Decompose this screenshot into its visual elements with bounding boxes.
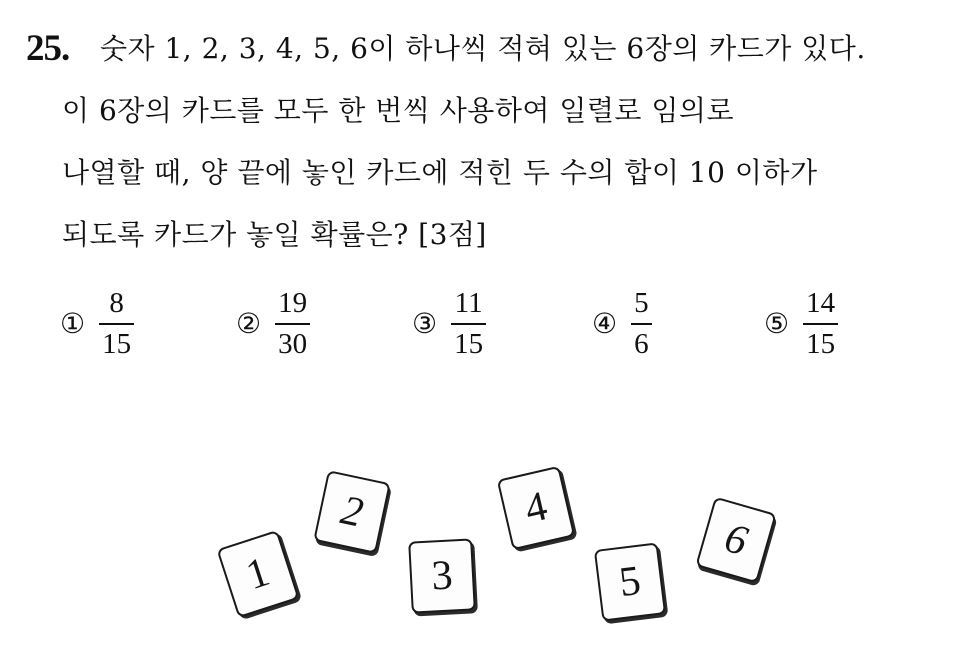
problem-text-line-1: 숫자 1, 2, 3, 4, 5, 6이 하나씩 적혀 있는 6장의 카드가 있다. xyxy=(100,32,866,65)
choice-5[interactable] xyxy=(764,284,838,364)
choice-3-mark: ③ xyxy=(412,307,438,340)
number-card-6 xyxy=(695,497,776,584)
choice-4-denominator: 6 xyxy=(634,328,649,360)
choice-4-fraction xyxy=(631,289,652,359)
choice-2-denominator: 30 xyxy=(278,328,308,360)
choice-5-denominator: 15 xyxy=(806,328,836,360)
card-1-number: 1 xyxy=(240,548,276,600)
problem-text-line-3: 나열할 때, 양 끝에 놓인 카드에 적힌 두 수의 합이 10 이하가 xyxy=(62,156,818,189)
choice-5-fraction xyxy=(803,289,838,359)
choice-2-mark: ② xyxy=(236,307,262,340)
choice-4[interactable] xyxy=(592,284,652,364)
choice-1-numerator: 8 xyxy=(109,287,124,319)
number-card-4 xyxy=(497,466,576,551)
choice-2-fraction xyxy=(275,289,310,359)
choice-1-denominator: 15 xyxy=(102,328,132,360)
answer-choices xyxy=(60,284,920,364)
choice-3[interactable] xyxy=(412,284,486,364)
choice-1-fraction xyxy=(99,289,134,359)
choice-3-numerator: 11 xyxy=(454,287,483,319)
choice-4-mark: ④ xyxy=(592,307,618,340)
number-card-5 xyxy=(594,542,666,621)
card-6-number: 6 xyxy=(719,514,753,566)
choice-3-fraction xyxy=(451,289,486,359)
problem-text-line-2: 이 6장의 카드를 모두 한 번씩 사용하여 일렬로 임의로 xyxy=(62,94,735,127)
choice-5-mark: ⑤ xyxy=(764,307,790,340)
choice-2[interactable] xyxy=(236,284,310,364)
number-card-3 xyxy=(408,538,476,613)
choice-2-numerator: 19 xyxy=(278,287,308,319)
card-2-number: 2 xyxy=(336,487,368,537)
card-4-number: 4 xyxy=(520,483,552,533)
problem-text-line-4: 되도록 카드가 놓일 확률은? [3점] xyxy=(62,218,487,251)
choice-3-denominator: 15 xyxy=(454,328,484,360)
number-card-1 xyxy=(216,530,299,618)
card-illustration xyxy=(0,440,969,656)
choice-1-mark: ① xyxy=(60,307,86,340)
card-3-number: 3 xyxy=(430,552,454,600)
number-card-2 xyxy=(313,470,391,554)
problem-number: 25. xyxy=(26,28,70,69)
choice-4-numerator: 5 xyxy=(634,287,649,319)
choice-1[interactable] xyxy=(60,284,134,364)
choice-5-numerator: 14 xyxy=(806,287,836,319)
card-5-number: 5 xyxy=(616,557,644,607)
